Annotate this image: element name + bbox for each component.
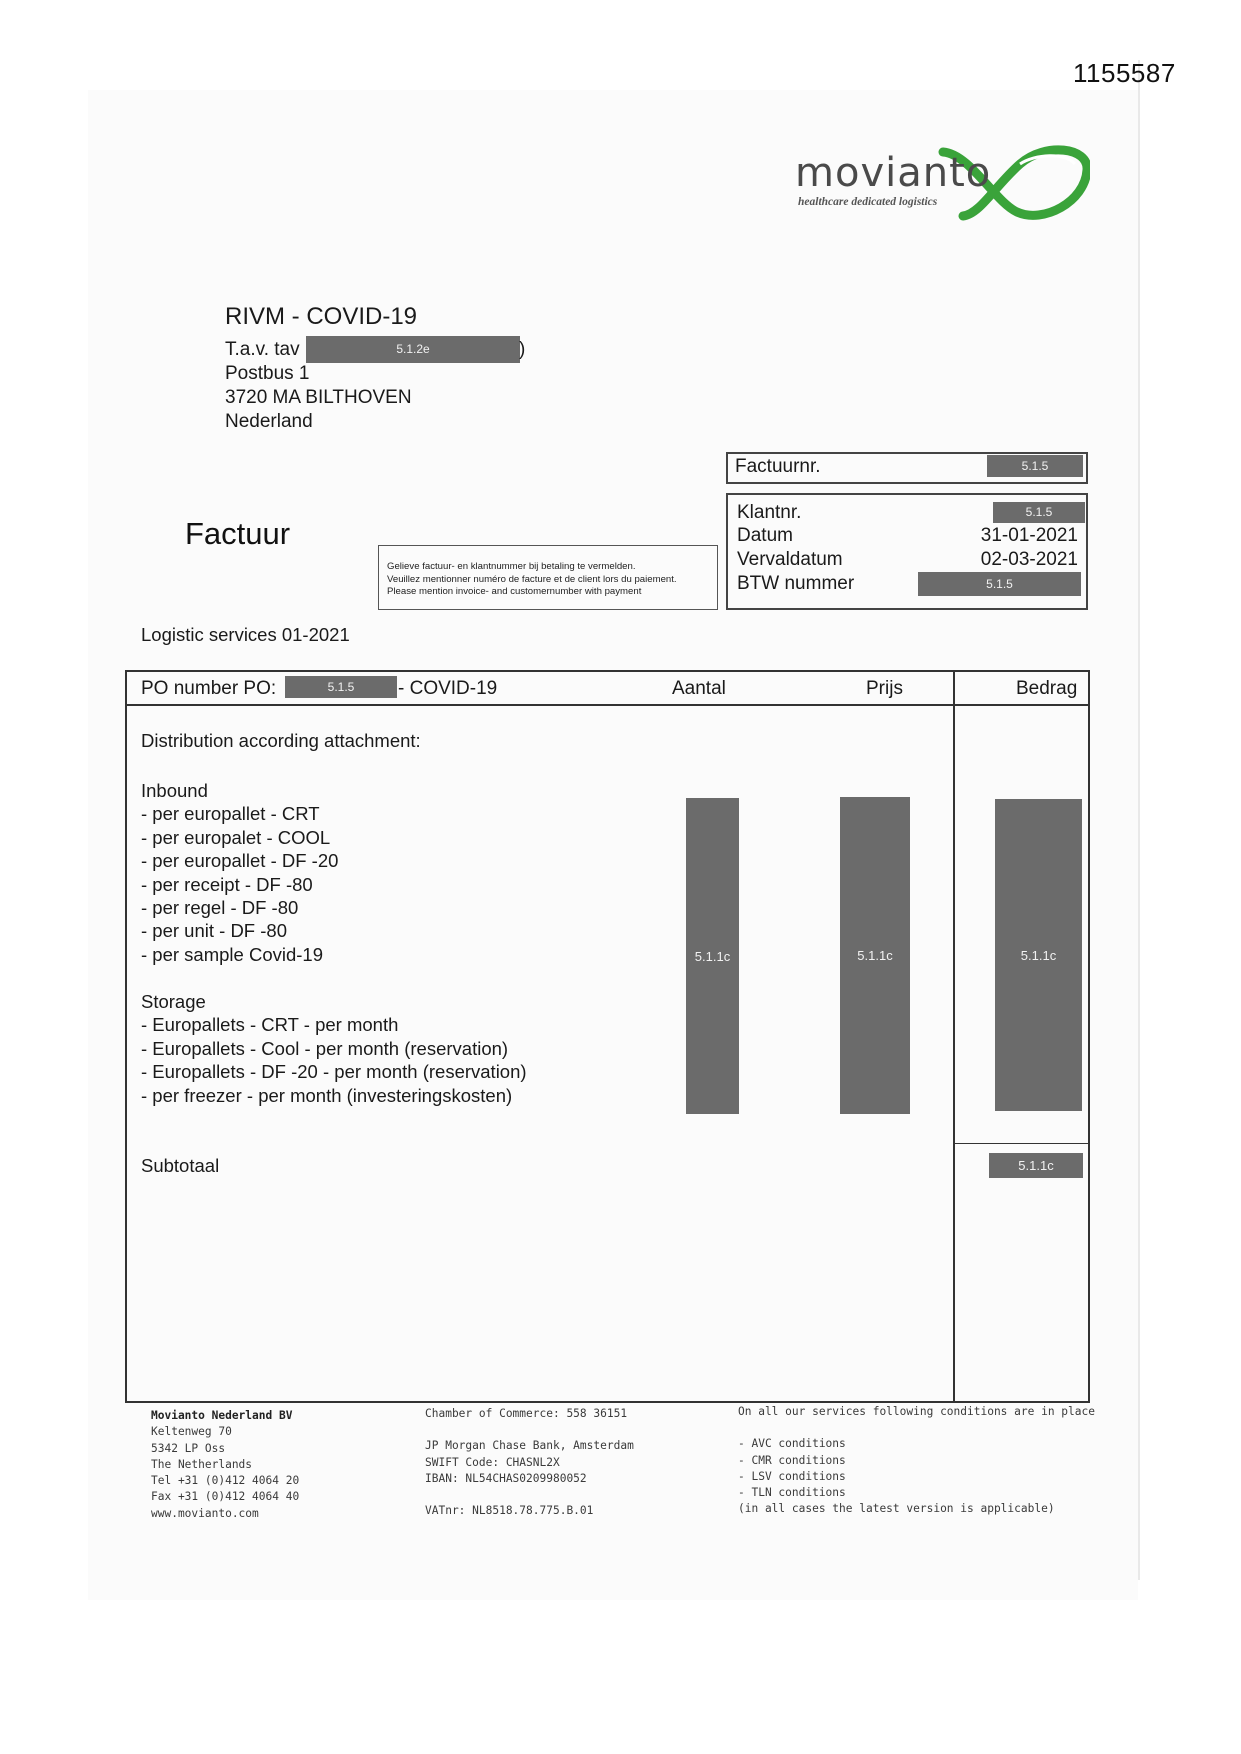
- footer-company-block: [151, 1408, 299, 1522]
- inbound-item: - per europallet - DF -20: [141, 850, 339, 871]
- inbound-title: Inbound: [141, 780, 208, 801]
- subtotal-label: Subtotaal: [141, 1155, 220, 1176]
- recipient-attn: T.a.v. tav: [225, 339, 300, 360]
- invoice-number-label: Factuurnr.: [735, 456, 821, 477]
- redaction-customer-number: 5.1.5: [993, 502, 1085, 523]
- redaction-name: 5.1.2e: [306, 336, 520, 363]
- redaction-vat-number: 5.1.5: [918, 572, 1081, 596]
- date-value: 31-01-2021: [980, 525, 1078, 546]
- redaction-po-number: 5.1.5: [285, 676, 397, 698]
- invoice-heading: Factuur: [185, 516, 291, 551]
- inbound-item: - per unit - DF -80: [141, 920, 287, 941]
- footer-condition: - TLN conditions: [738, 1486, 846, 1500]
- footer-condition-note: (in all cases the latest version is applicable): [738, 1502, 1055, 1516]
- inbound-item: - per europallet - CRT: [141, 803, 320, 824]
- due-date-value: 02-03-2021: [980, 549, 1078, 570]
- footer-address-line: 5342 LP Oss: [151, 1441, 226, 1455]
- table-header-divider: [125, 704, 1090, 706]
- storage-title: Storage: [141, 991, 206, 1012]
- distribution-intro: Distribution according attachment:: [141, 730, 421, 751]
- footer-address-line: The Netherlands: [151, 1457, 253, 1471]
- inbound-item: - per receipt - DF -80: [141, 874, 313, 895]
- footer-condition: - LSV conditions: [738, 1469, 846, 1483]
- movianto-logo: [795, 142, 1085, 232]
- footer-condition: - AVC conditions: [738, 1437, 846, 1451]
- date-label: Datum: [737, 525, 793, 546]
- notice-line-fr: Veuillez mentionner numéro de facture et de client lors du paiement.: [387, 573, 677, 585]
- inbound-item: - per europalet - COOL: [141, 827, 331, 848]
- footer-fax: Fax +31 (0)412 4064 40: [151, 1490, 300, 1504]
- inbound-item: - per sample Covid-19: [141, 944, 323, 965]
- storage-item: - Europallets - Cool - per month (reservation): [141, 1038, 509, 1059]
- amount-column-divider: [953, 670, 955, 1403]
- redaction-aantal-column: 5.1.1c: [686, 798, 739, 1114]
- line-items-table: [125, 670, 1090, 1403]
- logo-tagline: healthcare dedicated logistics: [798, 196, 938, 208]
- footer-phone: Tel +31 (0)412 4064 20: [151, 1474, 300, 1488]
- footer-condition: - CMR conditions: [738, 1453, 846, 1467]
- recipient-line2: 3720 MA BILTHOVEN: [225, 387, 412, 408]
- recipient-line1: Postbus 1: [225, 363, 310, 384]
- storage-item: - Europallets - CRT - per month: [141, 1014, 399, 1035]
- column-header-aantal: Aantal: [672, 678, 726, 699]
- footer-bank-line: JP Morgan Chase Bank, Amsterdam: [425, 1439, 634, 1453]
- footer-chamber-of-commerce: Chamber of Commerce: 558 36151: [425, 1407, 628, 1420]
- scan-edge: [1138, 60, 1140, 1580]
- po-number-label: PO number PO:: [141, 678, 277, 699]
- storage-item: - Europallets - DF -20 - per month (reservation): [141, 1061, 527, 1082]
- storage-item: - per freezer - per month (investeringskosten): [141, 1085, 513, 1106]
- footer-conditions-block: [738, 1404, 1095, 1518]
- column-header-prijs: Prijs: [866, 678, 903, 699]
- redaction-invoice-number: 5.1.5: [987, 455, 1083, 477]
- footer-website: www.movianto.com: [151, 1506, 259, 1520]
- notice-line-en: Please mention invoice- and customernumber with payment: [387, 586, 642, 597]
- recipient-title: RIVM - COVID-19: [225, 303, 418, 330]
- notice-line-nl: Gelieve factuur- en klantnummer bij betaling te vermelden.: [387, 561, 636, 572]
- document-number: 1155587: [1073, 58, 1176, 88]
- po-suffix: - COVID-19: [398, 678, 498, 699]
- redaction-bedrag-column: 5.1.1c: [995, 799, 1082, 1111]
- attn-close-paren: ): [519, 339, 526, 360]
- redaction-prijs-column: 5.1.1c: [840, 797, 910, 1114]
- footer-conditions-intro: On all our services following conditions are in place: [738, 1405, 1095, 1418]
- footer-vat: VATnr: NL8518.78.775.B.01: [425, 1504, 594, 1518]
- recipient-line3: Nederland: [225, 411, 313, 432]
- footer-address-line: Keltenweg 70: [151, 1425, 232, 1439]
- customer-number-label: Klantnr.: [737, 502, 802, 523]
- footer-bank-line: SWIFT Code: CHASNL2X: [425, 1455, 560, 1469]
- logo-wordmark: movianto: [795, 150, 992, 196]
- footer-company-name: Movianto Nederland BV: [151, 1409, 293, 1422]
- column-header-bedrag: Bedrag: [1016, 678, 1078, 699]
- payment-notice-box: [378, 545, 718, 610]
- inbound-item: - per regel - DF -80: [141, 897, 299, 918]
- due-date-label: Vervaldatum: [737, 549, 843, 570]
- invoice-subject: Logistic services 01-2021: [141, 624, 350, 645]
- subtotal-divider: [955, 1143, 1090, 1144]
- redaction-subtotal: 5.1.1c: [989, 1153, 1083, 1178]
- footer-bank-block: [425, 1406, 634, 1519]
- vat-number-label: BTW nummer: [737, 573, 855, 594]
- footer-bank-line: IBAN: NL54CHAS0209980052: [425, 1471, 587, 1485]
